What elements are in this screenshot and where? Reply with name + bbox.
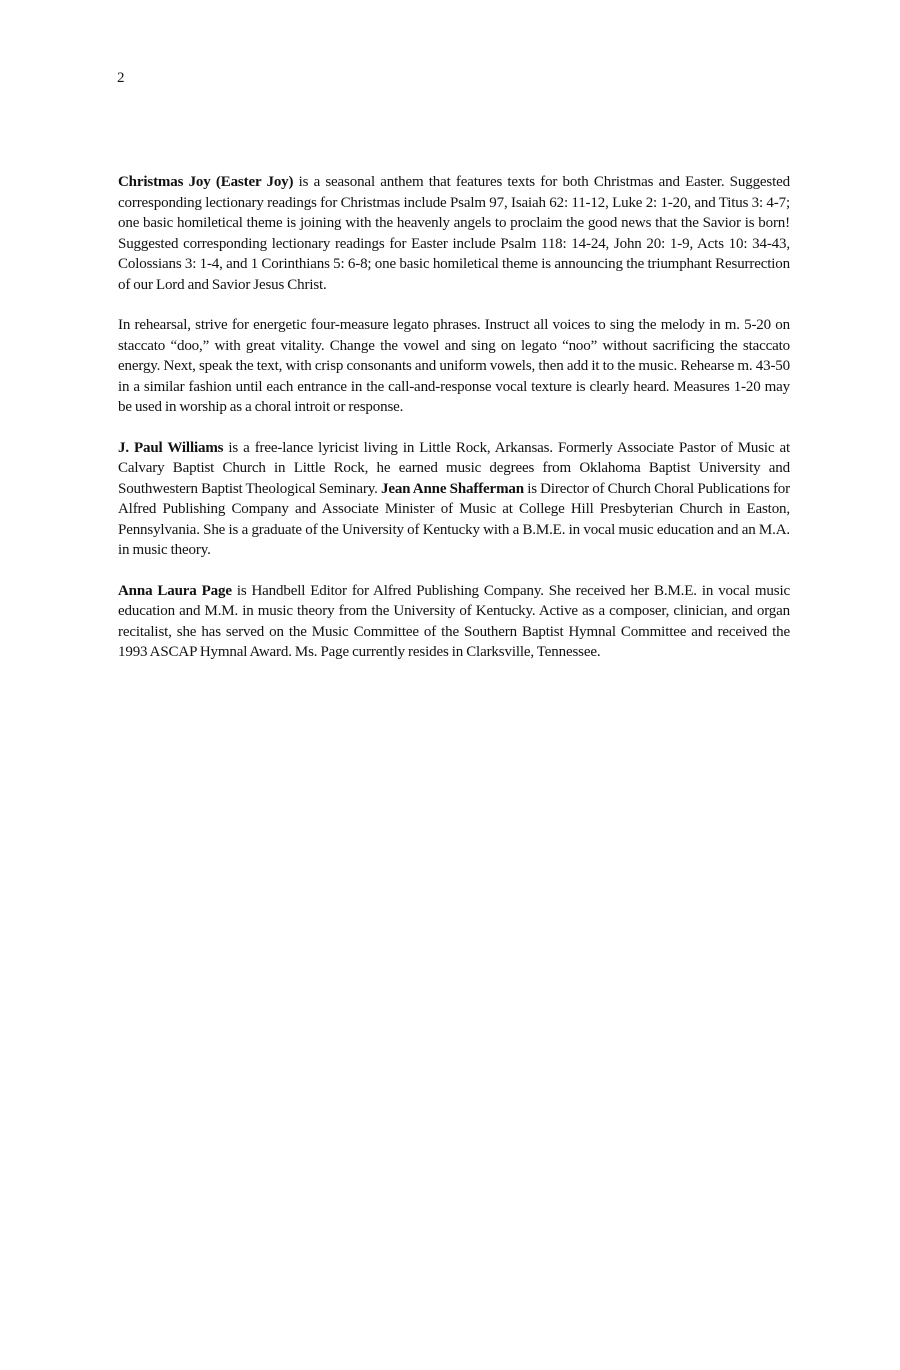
lyricist-bio-text: is a free-lance lyricist living in Little Rock, Arkansas. Formerly Associate Pastor of Music at Calvary Baptist Church in Little Rock, he earned music degrees from Oklahoma Baptist University and Southwestern Baptist Theological Seminary. <box>118 439 791 497</box>
paragraph-composer-bio <box>118 581 790 663</box>
page-number: 2 <box>117 70 125 86</box>
lyricist-name: J. Paul Williams <box>118 439 224 456</box>
anthem-description-text: is a seasonal anthem that features texts for both Christmas and Easter. Suggested corresponding lectionary readings for Christmas include Psalm 97, Isaiah 62: 11-12, Luke 2: 1-20, and Titus 3: 4-7; one basic homiletical theme is joining with the heavenly angels to proclaim the good news that the Savior is born! Suggested corresponding lectionary readings for Easter include Psalm 118: 14-24, John 20: 1-9, Acts 10: 34-43, Colossians 3: 1-4, and 1 Corinthians 5: 6-8; one basic homiletical theme is announcing the triumphant Resurrection of our Lord and Savior Jesus Christ. <box>118 174 790 293</box>
rehearsal-notes-text: In rehearsal, strive for energetic four-measure legato phrases. Instruct all voices to sing the melody in m. 5-20 on staccato “doo,” with great vitality. Change the vowel and sing on legato “noo” without sacrificing the staccato energy. Next, speak the text, with crisp consonants and uniform vowels, then add it to the music. Rehearse m. 43-50 in a similar fashion until each entrance in the call-and-response vocal texture is clearly heard. Measures 1-20 may be used in worship as a choral introit or response. <box>118 317 790 415</box>
body-text <box>118 172 790 683</box>
composer-bio-text: is Handbell Editor for Alfred Publishing Company. She received her B.M.E. in vocal music education and M.M. in music theory from the University of Kentucky. Active as a composer, clinician, and organ recitalist, she has served on the Music Committee of the Southern Baptist Hymnal Committee and received the 1993 ASCAP Hymnal Award. Ms. Page currently resides in Clarksville, Tennessee. <box>118 582 790 660</box>
paragraph-rehearsal-notes <box>118 315 790 418</box>
composer-name: Anna Laura Page <box>118 582 232 599</box>
paragraph-anthem-description <box>118 172 790 295</box>
paragraph-lyricist-bio <box>118 438 790 561</box>
arranger-name: Jean Anne Shafferman <box>380 480 524 497</box>
anthem-title: Christmas Joy (Easter Joy) <box>118 174 294 190</box>
arranger-bio-text: is Director of Church Choral Publications for Alfred Publishing Company and Associate Minister of Music at College Hill Presbyterian Church in Easton, Pennsylvania. She is a graduate of the University of Kentucky with a B.M.E. in vocal music education and an M.A. in music theory. <box>118 480 790 558</box>
